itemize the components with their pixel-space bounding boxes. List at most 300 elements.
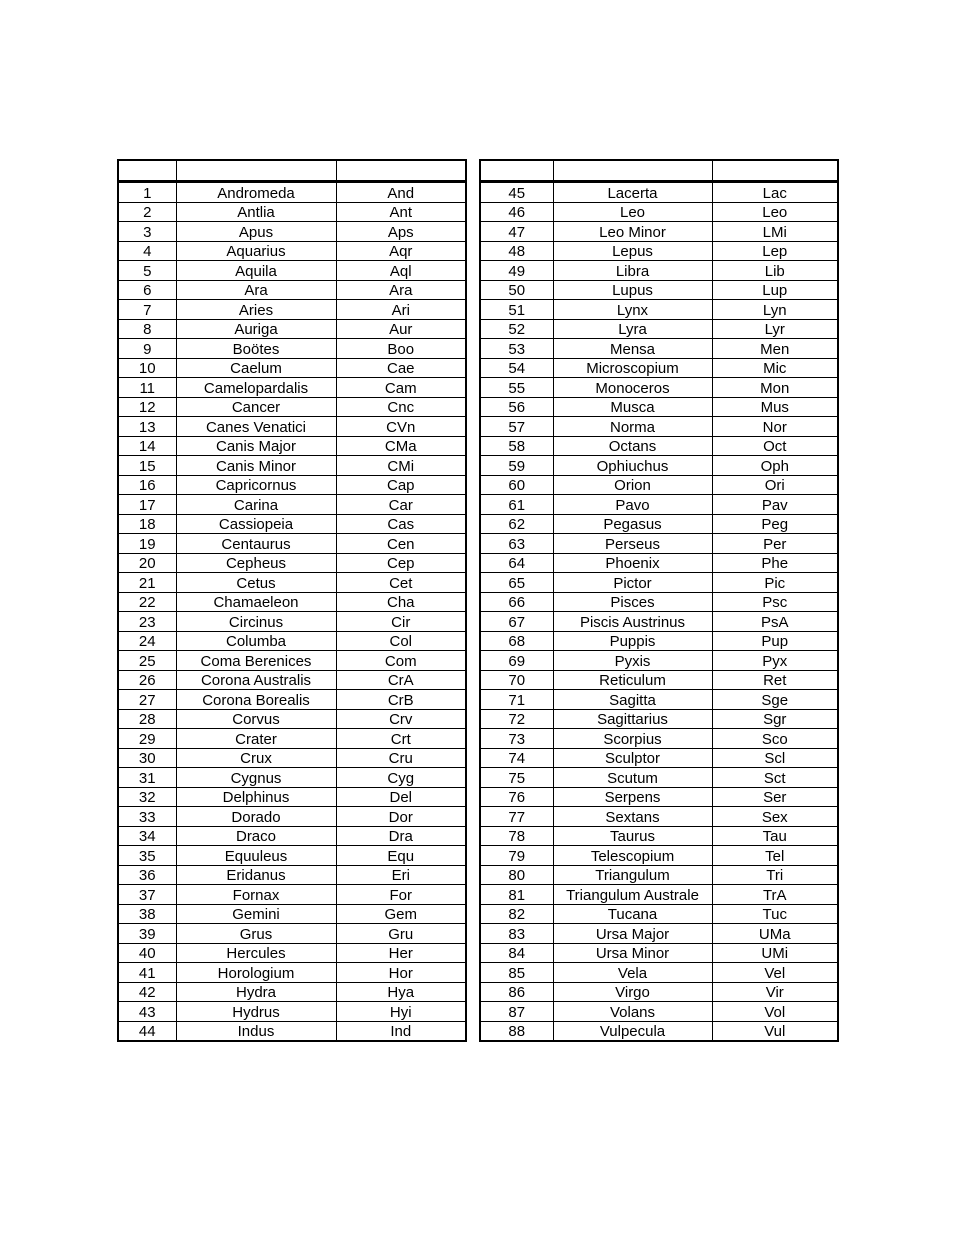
cell-abbreviation: Psc (712, 592, 838, 612)
cell-name: Pavo (553, 495, 712, 515)
cell-abbreviation: Gem (336, 904, 466, 924)
cell-number: 9 (118, 339, 176, 359)
cell-abbreviation: CrB (336, 690, 466, 710)
table-row (118, 456, 466, 476)
cell-abbreviation: Sgr (712, 709, 838, 729)
cell-number: 78 (480, 826, 553, 846)
table-row (480, 397, 838, 417)
cell-abbreviation: Mic (712, 358, 838, 378)
cell-name: Grus (176, 924, 336, 944)
cell-abbreviation: Cep (336, 553, 466, 573)
cell-abbreviation: Hya (336, 982, 466, 1002)
cell-name: Puppis (553, 631, 712, 651)
cell-name: Corvus (176, 709, 336, 729)
cell-number: 66 (480, 592, 553, 612)
table-row (480, 631, 838, 651)
table-row (480, 768, 838, 788)
header-cell-name (553, 160, 712, 182)
table-row (118, 475, 466, 495)
cell-number: 20 (118, 553, 176, 573)
table-row (480, 904, 838, 924)
cell-number: 34 (118, 826, 176, 846)
cell-abbreviation: Ara (336, 280, 466, 300)
table-row (118, 378, 466, 398)
table-row (480, 1021, 838, 1041)
cell-abbreviation: Mon (712, 378, 838, 398)
table-row (118, 358, 466, 378)
cell-abbreviation: Cnc (336, 397, 466, 417)
cell-number: 19 (118, 534, 176, 554)
cell-name: Ursa Major (553, 924, 712, 944)
cell-name: Leo (553, 202, 712, 222)
cell-abbreviation: Nor (712, 417, 838, 437)
cell-number: 8 (118, 319, 176, 339)
cell-number: 69 (480, 651, 553, 671)
cell-name: Andromeda (176, 182, 336, 203)
cell-abbreviation: CrA (336, 670, 466, 690)
table-row (480, 924, 838, 944)
cell-name: Apus (176, 222, 336, 242)
table-row (480, 826, 838, 846)
cell-number: 3 (118, 222, 176, 242)
cell-number: 13 (118, 417, 176, 437)
cell-name: Tucana (553, 904, 712, 924)
cell-name: Lepus (553, 241, 712, 261)
cell-number: 56 (480, 397, 553, 417)
cell-number: 26 (118, 670, 176, 690)
cell-name: Aquila (176, 261, 336, 281)
cell-number: 18 (118, 514, 176, 534)
cell-number: 65 (480, 573, 553, 593)
cell-abbreviation: Pup (712, 631, 838, 651)
cell-abbreviation: Dor (336, 807, 466, 827)
cell-name: Aquarius (176, 241, 336, 261)
cell-number: 38 (118, 904, 176, 924)
table-row (480, 280, 838, 300)
cell-number: 50 (480, 280, 553, 300)
cell-number: 51 (480, 300, 553, 320)
cell-abbreviation: Oph (712, 456, 838, 476)
cell-number: 11 (118, 378, 176, 398)
cell-name: Centaurus (176, 534, 336, 554)
table-row (480, 982, 838, 1002)
table-row (480, 514, 838, 534)
table-row (480, 300, 838, 320)
cell-name: Microscopium (553, 358, 712, 378)
cell-abbreviation: Peg (712, 514, 838, 534)
cell-abbreviation: Ind (336, 1021, 466, 1041)
cell-abbreviation: Del (336, 787, 466, 807)
cell-number: 32 (118, 787, 176, 807)
cell-abbreviation: Sex (712, 807, 838, 827)
cell-abbreviation: LMi (712, 222, 838, 242)
cell-abbreviation: Lyn (712, 300, 838, 320)
table-row (480, 963, 838, 983)
cell-number: 76 (480, 787, 553, 807)
cell-number: 37 (118, 885, 176, 905)
cell-name: Crux (176, 748, 336, 768)
cell-abbreviation: UMi (712, 943, 838, 963)
cell-abbreviation: Cyg (336, 768, 466, 788)
cell-number: 31 (118, 768, 176, 788)
cell-abbreviation: Oct (712, 436, 838, 456)
table-row (118, 222, 466, 242)
table-row (118, 553, 466, 573)
cell-number: 44 (118, 1021, 176, 1041)
table-row (118, 417, 466, 437)
table-row (118, 261, 466, 281)
cell-number: 27 (118, 690, 176, 710)
table-row (118, 768, 466, 788)
table-row (480, 534, 838, 554)
cell-abbreviation: Eri (336, 865, 466, 885)
table-row (480, 319, 838, 339)
cell-number: 12 (118, 397, 176, 417)
cell-abbreviation: Cha (336, 592, 466, 612)
cell-abbreviation: Crt (336, 729, 466, 749)
cell-abbreviation: Per (712, 534, 838, 554)
cell-number: 53 (480, 339, 553, 359)
cell-name: Aries (176, 300, 336, 320)
table-row (480, 182, 838, 203)
table-row (480, 709, 838, 729)
cell-name: Caelum (176, 358, 336, 378)
cell-number: 85 (480, 963, 553, 983)
cell-name: Eridanus (176, 865, 336, 885)
table-row (118, 904, 466, 924)
cell-number: 79 (480, 846, 553, 866)
cell-number: 22 (118, 592, 176, 612)
table-row (118, 202, 466, 222)
cell-name: Lynx (553, 300, 712, 320)
cell-name: Pisces (553, 592, 712, 612)
cell-number: 16 (118, 475, 176, 495)
cell-abbreviation: Vel (712, 963, 838, 983)
table-row (118, 612, 466, 632)
cell-name: Ophiuchus (553, 456, 712, 476)
header-row (480, 160, 838, 182)
table-row (118, 436, 466, 456)
cell-abbreviation: Pyx (712, 651, 838, 671)
cell-number: 48 (480, 241, 553, 261)
cell-abbreviation: Cet (336, 573, 466, 593)
cell-name: Vulpecula (553, 1021, 712, 1041)
cell-number: 68 (480, 631, 553, 651)
cell-name: Capricornus (176, 475, 336, 495)
cell-abbreviation: Lup (712, 280, 838, 300)
cell-number: 81 (480, 885, 553, 905)
cell-abbreviation: Pic (712, 573, 838, 593)
cell-number: 62 (480, 514, 553, 534)
cell-number: 25 (118, 651, 176, 671)
table-row (118, 300, 466, 320)
header-cell-name (176, 160, 336, 182)
cell-number: 23 (118, 612, 176, 632)
header-row (118, 160, 466, 182)
table-row (480, 378, 838, 398)
cell-number: 67 (480, 612, 553, 632)
cell-number: 74 (480, 748, 553, 768)
table-row (480, 651, 838, 671)
cell-abbreviation: Car (336, 495, 466, 515)
table-row (118, 1021, 466, 1041)
cell-name: Phoenix (553, 553, 712, 573)
cell-abbreviation: Sco (712, 729, 838, 749)
table-row (480, 807, 838, 827)
cell-name: Sagittarius (553, 709, 712, 729)
cell-abbreviation: Ser (712, 787, 838, 807)
cell-number: 1 (118, 182, 176, 203)
table-row (480, 943, 838, 963)
table-row (480, 222, 838, 242)
cell-name: Serpens (553, 787, 712, 807)
cell-abbreviation: Ant (336, 202, 466, 222)
table-row (118, 1002, 466, 1022)
cell-abbreviation: Lac (712, 182, 838, 203)
cell-abbreviation: Cap (336, 475, 466, 495)
cell-abbreviation: Cen (336, 534, 466, 554)
cell-name: Scutum (553, 768, 712, 788)
cell-name: Lyra (553, 319, 712, 339)
cell-number: 14 (118, 436, 176, 456)
cell-name: Circinus (176, 612, 336, 632)
cell-number: 42 (118, 982, 176, 1002)
cell-abbreviation: Aql (336, 261, 466, 281)
cell-number: 4 (118, 241, 176, 261)
cell-abbreviation: Cae (336, 358, 466, 378)
cell-abbreviation: Col (336, 631, 466, 651)
cell-number: 77 (480, 807, 553, 827)
cell-number: 43 (118, 1002, 176, 1022)
cell-abbreviation: Aur (336, 319, 466, 339)
cell-name: Corona Australis (176, 670, 336, 690)
table-row (118, 826, 466, 846)
cell-name: Virgo (553, 982, 712, 1002)
constellation-table-right (479, 159, 839, 1042)
cell-name: Canis Major (176, 436, 336, 456)
header-cell-number (118, 160, 176, 182)
cell-number: 49 (480, 261, 553, 281)
cell-abbreviation: Aqr (336, 241, 466, 261)
cell-name: Norma (553, 417, 712, 437)
cell-name: Cetus (176, 573, 336, 593)
cell-name: Pegasus (553, 514, 712, 534)
cell-name: Camelopardalis (176, 378, 336, 398)
header-cell-abbreviation (336, 160, 466, 182)
cell-number: 5 (118, 261, 176, 281)
cell-number: 52 (480, 319, 553, 339)
cell-abbreviation: Lib (712, 261, 838, 281)
cell-abbreviation: Tuc (712, 904, 838, 924)
table-row (118, 397, 466, 417)
cell-name: Musca (553, 397, 712, 417)
cell-abbreviation: Cam (336, 378, 466, 398)
cell-number: 41 (118, 963, 176, 983)
cell-abbreviation: Hyi (336, 1002, 466, 1022)
cell-number: 59 (480, 456, 553, 476)
table-row (480, 748, 838, 768)
cell-abbreviation: CMi (336, 456, 466, 476)
cell-abbreviation: Cir (336, 612, 466, 632)
table-row (118, 963, 466, 983)
cell-abbreviation: Mus (712, 397, 838, 417)
cell-name: Dorado (176, 807, 336, 827)
table-row (118, 319, 466, 339)
cell-name: Antlia (176, 202, 336, 222)
cell-name: Hydra (176, 982, 336, 1002)
header-cell-abbreviation (712, 160, 838, 182)
cell-name: Octans (553, 436, 712, 456)
cell-name: Lacerta (553, 182, 712, 203)
cell-name: Delphinus (176, 787, 336, 807)
cell-number: 80 (480, 865, 553, 885)
cell-number: 2 (118, 202, 176, 222)
cell-name: Pyxis (553, 651, 712, 671)
cell-abbreviation: Vul (712, 1021, 838, 1041)
table-row (118, 339, 466, 359)
cell-name: Fornax (176, 885, 336, 905)
cell-number: 72 (480, 709, 553, 729)
cell-abbreviation: And (336, 182, 466, 203)
cell-abbreviation: Leo (712, 202, 838, 222)
cell-name: Scorpius (553, 729, 712, 749)
cell-abbreviation: CVn (336, 417, 466, 437)
cell-number: 61 (480, 495, 553, 515)
cell-abbreviation: Ori (712, 475, 838, 495)
table-row (118, 982, 466, 1002)
table-row (480, 553, 838, 573)
cell-name: Leo Minor (553, 222, 712, 242)
cell-name: Sextans (553, 807, 712, 827)
cell-name: Corona Borealis (176, 690, 336, 710)
cell-abbreviation: Pav (712, 495, 838, 515)
cell-abbreviation: Boo (336, 339, 466, 359)
cell-name: Hydrus (176, 1002, 336, 1022)
cell-name: Mensa (553, 339, 712, 359)
table-row (118, 280, 466, 300)
cell-name: Cepheus (176, 553, 336, 573)
cell-abbreviation: Tau (712, 826, 838, 846)
cell-name: Boötes (176, 339, 336, 359)
cell-number: 83 (480, 924, 553, 944)
cell-name: Perseus (553, 534, 712, 554)
table-row (118, 651, 466, 671)
table-row (118, 670, 466, 690)
table-row (480, 690, 838, 710)
cell-name: Horologium (176, 963, 336, 983)
cell-name: Cancer (176, 397, 336, 417)
table-row (118, 865, 466, 885)
cell-number: 60 (480, 475, 553, 495)
cell-name: Orion (553, 475, 712, 495)
cell-number: 88 (480, 1021, 553, 1041)
cell-abbreviation: Com (336, 651, 466, 671)
cell-name: Sculptor (553, 748, 712, 768)
cell-number: 40 (118, 943, 176, 963)
table-row (118, 924, 466, 944)
cell-name: Chamaeleon (176, 592, 336, 612)
cell-name: Cassiopeia (176, 514, 336, 534)
table-row (480, 573, 838, 593)
cell-number: 75 (480, 768, 553, 788)
cell-abbreviation: PsA (712, 612, 838, 632)
cell-number: 15 (118, 456, 176, 476)
cell-name: Cygnus (176, 768, 336, 788)
cell-abbreviation: Vol (712, 1002, 838, 1022)
table-row (480, 358, 838, 378)
table-row (480, 436, 838, 456)
table-row (118, 182, 466, 203)
table-row (118, 846, 466, 866)
cell-abbreviation: Men (712, 339, 838, 359)
cell-number: 24 (118, 631, 176, 651)
table-row (480, 241, 838, 261)
cell-abbreviation: Ret (712, 670, 838, 690)
table-row (118, 592, 466, 612)
cell-number: 28 (118, 709, 176, 729)
table-row (118, 573, 466, 593)
cell-name: Volans (553, 1002, 712, 1022)
cell-name: Crater (176, 729, 336, 749)
table-row (480, 612, 838, 632)
cell-name: Coma Berenices (176, 651, 336, 671)
cell-name: Ursa Minor (553, 943, 712, 963)
cell-name: Monoceros (553, 378, 712, 398)
cell-abbreviation: TrA (712, 885, 838, 905)
cell-abbreviation: Dra (336, 826, 466, 846)
cell-abbreviation: Equ (336, 846, 466, 866)
cell-number: 87 (480, 1002, 553, 1022)
cell-name: Carina (176, 495, 336, 515)
cell-number: 21 (118, 573, 176, 593)
cell-number: 57 (480, 417, 553, 437)
cell-name: Canes Venatici (176, 417, 336, 437)
cell-abbreviation: Sct (712, 768, 838, 788)
table-row (480, 865, 838, 885)
cell-name: Draco (176, 826, 336, 846)
table-row (480, 495, 838, 515)
table-row (480, 261, 838, 281)
cell-number: 84 (480, 943, 553, 963)
cell-name: Equuleus (176, 846, 336, 866)
table-row (480, 202, 838, 222)
cell-abbreviation: Cas (336, 514, 466, 534)
cell-name: Auriga (176, 319, 336, 339)
cell-abbreviation: Hor (336, 963, 466, 983)
cell-abbreviation: Ari (336, 300, 466, 320)
cell-number: 73 (480, 729, 553, 749)
cell-name: Sagitta (553, 690, 712, 710)
cell-number: 17 (118, 495, 176, 515)
table-row (480, 846, 838, 866)
table-row (118, 943, 466, 963)
cell-number: 70 (480, 670, 553, 690)
cell-abbreviation: Her (336, 943, 466, 963)
cell-number: 64 (480, 553, 553, 573)
cell-abbreviation: Phe (712, 553, 838, 573)
cell-number: 7 (118, 300, 176, 320)
table-row (118, 495, 466, 515)
table-row (118, 514, 466, 534)
cell-name: Columba (176, 631, 336, 651)
cell-number: 71 (480, 690, 553, 710)
cell-name: Taurus (553, 826, 712, 846)
cell-number: 46 (480, 202, 553, 222)
cell-name: Canis Minor (176, 456, 336, 476)
cell-number: 86 (480, 982, 553, 1002)
cell-abbreviation: Scl (712, 748, 838, 768)
cell-number: 10 (118, 358, 176, 378)
